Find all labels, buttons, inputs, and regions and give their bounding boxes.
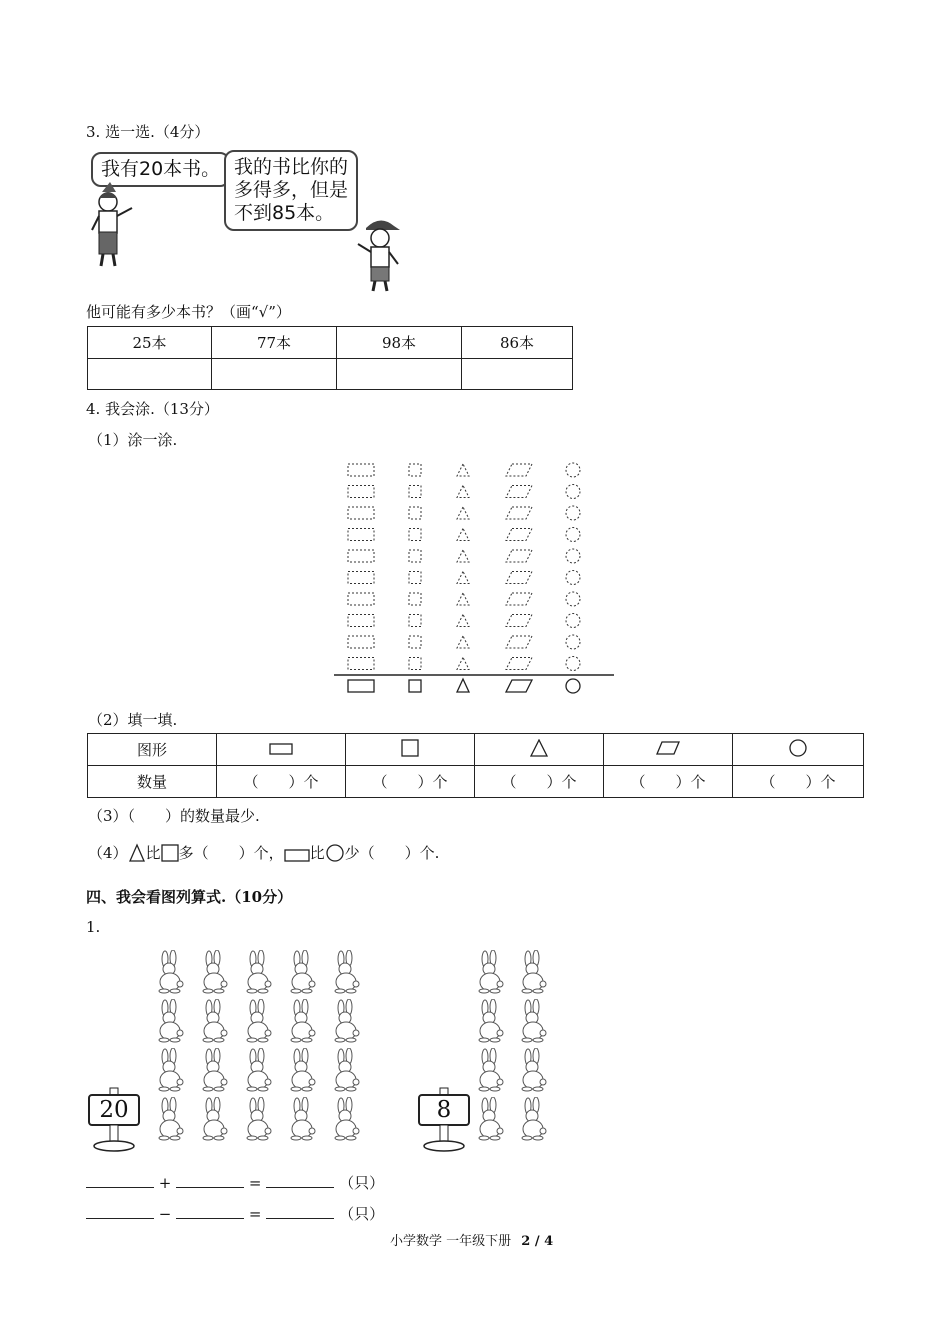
dashed-circle[interactable] — [566, 592, 580, 606]
triangle-icon — [530, 739, 548, 757]
dashed-rectangle[interactable] — [348, 464, 374, 476]
rabbit-icon — [515, 950, 551, 998]
circle-icon — [566, 679, 580, 693]
dashed-rectangle[interactable] — [348, 658, 374, 670]
dashed-circle[interactable] — [566, 635, 580, 649]
dashed-circle[interactable] — [566, 657, 580, 671]
dashed-circle[interactable] — [566, 549, 580, 563]
speech-right-line3: 不到85本。 — [234, 202, 335, 224]
rectangle-icon — [269, 743, 293, 755]
dashed-circle[interactable] — [566, 485, 580, 499]
square-icon — [409, 680, 421, 692]
dashed-circle[interactable] — [566, 571, 580, 585]
dashed-rectangle[interactable] — [348, 636, 374, 648]
dashed-rectangle[interactable] — [348, 593, 374, 605]
speech-left-text: 我有20本书。 — [101, 158, 221, 180]
dashed-circle[interactable] — [566, 528, 580, 542]
q4-sub4-c: 比 — [309, 844, 325, 862]
rabbit-icon — [472, 1048, 508, 1096]
rectangle-icon — [284, 847, 310, 863]
sign-left-number: 20 — [99, 1097, 129, 1123]
header-circle — [733, 734, 864, 766]
parallelogram-icon — [506, 680, 532, 692]
rabbit-icon — [240, 999, 276, 1047]
dashed-triangle[interactable] — [457, 615, 469, 627]
dashed-square[interactable] — [409, 593, 421, 605]
q3-title: 3. 选一选.（4分） — [86, 123, 210, 141]
rabbit-icon — [196, 1097, 232, 1145]
dashed-square[interactable] — [409, 550, 421, 562]
answer-blank[interactable] — [176, 1173, 244, 1188]
dashed-parallelogram[interactable] — [506, 593, 532, 605]
dashed-parallelogram[interactable] — [506, 507, 532, 519]
rabbit-group-left — [152, 950, 372, 1145]
dashed-square[interactable] — [409, 507, 421, 519]
q4-sub4-prefix: （4） — [88, 844, 128, 862]
rabbit-icon — [284, 950, 320, 998]
sign-post-right — [416, 1086, 474, 1154]
dashed-triangle[interactable] — [457, 658, 469, 670]
rabbit-icon — [284, 999, 320, 1047]
q4-sub2: （2）填一填. — [88, 711, 178, 729]
q4-title: 4. 我会涂.（13分） — [86, 400, 219, 418]
boy-figure-icon — [352, 212, 417, 294]
q4-sub1: （1）涂一涂. — [88, 431, 178, 449]
answer-blank[interactable] — [86, 1173, 154, 1188]
section4-title: 四、我会看图列算式.（10分） — [86, 888, 293, 906]
option-cell-25: 25本 — [88, 327, 212, 359]
girl-figure-icon — [82, 180, 142, 275]
q4-sub4-b: 多（ ）个， — [178, 844, 284, 862]
dashed-circle[interactable] — [566, 614, 580, 628]
rabbit-icon — [240, 950, 276, 998]
header-triangle — [475, 734, 604, 766]
q4-count-table — [87, 733, 864, 798]
speech-right-line1: 我的书比你的 — [234, 156, 349, 178]
rectangle-icon — [348, 680, 374, 692]
check-cell-25[interactable] — [88, 359, 212, 390]
triangle-icon — [457, 679, 469, 692]
header-square — [346, 734, 475, 766]
dashed-parallelogram[interactable] — [506, 486, 532, 498]
footer-text: 小学数学 一年级下册 — [390, 1234, 512, 1249]
rabbit-group-right — [472, 950, 562, 1145]
square-icon — [401, 739, 419, 757]
speech-right-line2: 多得多，但是 — [234, 179, 349, 201]
check-cell-86[interactable] — [462, 359, 573, 390]
eq-equals: = — [248, 1205, 262, 1223]
rabbit-icon — [240, 1048, 276, 1096]
dashed-rectangle[interactable] — [348, 486, 374, 498]
answer-blank[interactable] — [86, 1204, 154, 1219]
q4-sub3: （3）（ ）的数量最少. — [88, 807, 260, 825]
count-cell-circle[interactable]: （ ）个 — [733, 766, 864, 798]
rabbit-icon — [152, 999, 188, 1047]
q4-sub4-a: 比 — [145, 844, 161, 862]
rabbit-icon — [284, 1097, 320, 1145]
dashed-square[interactable] — [409, 572, 421, 584]
speech-bubble-boy — [224, 150, 358, 231]
dashed-parallelogram[interactable] — [506, 658, 532, 670]
eq-unit: （只） — [339, 1174, 385, 1192]
dashed-rectangle[interactable] — [348, 529, 374, 541]
dashed-square[interactable] — [409, 529, 421, 541]
rabbit-icon — [196, 950, 232, 998]
check-cell-77[interactable] — [212, 359, 337, 390]
rabbit-icon — [472, 1097, 508, 1145]
rabbit-icon — [284, 1048, 320, 1096]
dashed-triangle[interactable] — [457, 486, 469, 498]
table-header-shape: 图形 — [88, 734, 217, 766]
dashed-rectangle[interactable] — [348, 615, 374, 627]
dashed-square[interactable] — [409, 636, 421, 648]
answer-blank[interactable] — [176, 1204, 244, 1219]
dashed-parallelogram[interactable] — [506, 464, 532, 476]
count-cell-rectangle[interactable]: （ ）个 — [217, 766, 346, 798]
rabbit-icon — [152, 1048, 188, 1096]
eq-unit: （只） — [339, 1205, 385, 1223]
dashed-parallelogram[interactable] — [506, 636, 532, 648]
dashed-triangle[interactable] — [457, 593, 469, 605]
q3-prompt: 他可能有多少本书？（画“√”） — [86, 303, 291, 321]
triangle-icon — [128, 843, 146, 863]
section4-q1: 1. — [86, 918, 101, 936]
table-row-label-count: 数量 — [88, 766, 217, 798]
dashed-rectangle[interactable] — [348, 572, 374, 584]
header-rectangle — [217, 734, 346, 766]
parallelogram-icon — [656, 741, 680, 755]
dashed-rectangle[interactable] — [348, 550, 374, 562]
dashed-triangle[interactable] — [457, 636, 469, 648]
dashed-square[interactable] — [409, 615, 421, 627]
rabbit-icon — [328, 1097, 364, 1145]
dashed-triangle[interactable] — [457, 507, 469, 519]
rabbit-icon — [515, 1097, 551, 1145]
check-cell-98[interactable] — [337, 359, 462, 390]
count-cell-square[interactable]: （ ）个 — [346, 766, 475, 798]
q4-sub4-d: 少（ ）个. — [344, 844, 440, 862]
count-cell-parallelogram[interactable]: （ ）个 — [604, 766, 733, 798]
dashed-parallelogram[interactable] — [506, 572, 532, 584]
dashed-circle[interactable] — [566, 506, 580, 520]
equation-subtraction — [86, 1203, 384, 1224]
q3-option-table — [87, 326, 573, 390]
count-cell-triangle[interactable]: （ ）个 — [475, 766, 604, 798]
rabbit-icon — [328, 950, 364, 998]
rabbit-icon — [152, 950, 188, 998]
rabbit-icon — [328, 1048, 364, 1096]
dashed-square[interactable] — [409, 658, 421, 670]
dashed-circle[interactable] — [566, 463, 580, 477]
answer-blank[interactable] — [266, 1173, 334, 1188]
dashed-square[interactable] — [409, 486, 421, 498]
footer — [390, 1230, 553, 1249]
circle-icon — [789, 739, 807, 757]
option-cell-98: 98本 — [337, 327, 462, 359]
rabbit-icon — [515, 1048, 551, 1096]
dashed-rectangle[interactable] — [348, 507, 374, 519]
rabbit-icon — [515, 999, 551, 1047]
q4-sub4 — [88, 842, 439, 863]
dashed-triangle[interactable] — [457, 572, 469, 584]
sign-post-left — [86, 1086, 144, 1154]
dashed-parallelogram[interactable] — [506, 550, 532, 562]
rabbit-icon — [196, 999, 232, 1047]
sign-right-number: 8 — [436, 1097, 452, 1123]
eq-op-plus: + — [158, 1174, 172, 1192]
dashed-triangle[interactable] — [457, 529, 469, 541]
rabbit-icon — [196, 1048, 232, 1096]
equation-addition — [86, 1172, 384, 1193]
option-cell-86: 86本 — [462, 327, 573, 359]
shape-coloring-chart — [330, 458, 620, 698]
dashed-triangle[interactable] — [457, 464, 469, 476]
circle-icon — [325, 843, 345, 863]
header-parallelogram — [604, 734, 733, 766]
answer-blank[interactable] — [266, 1204, 334, 1219]
eq-equals: = — [248, 1174, 262, 1192]
option-cell-77: 77本 — [212, 327, 337, 359]
page-number: 2 / 4 — [521, 1234, 554, 1249]
rabbit-icon — [328, 999, 364, 1047]
dashed-triangle[interactable] — [457, 550, 469, 562]
square-icon — [161, 843, 179, 863]
rabbit-icon — [240, 1097, 276, 1145]
rabbit-icon — [152, 1097, 188, 1145]
eq-op-minus: − — [158, 1205, 172, 1223]
rabbit-icon — [472, 950, 508, 998]
dashed-square[interactable] — [409, 464, 421, 476]
dashed-parallelogram[interactable] — [506, 615, 532, 627]
dashed-parallelogram[interactable] — [506, 529, 532, 541]
rabbit-icon — [472, 999, 508, 1047]
